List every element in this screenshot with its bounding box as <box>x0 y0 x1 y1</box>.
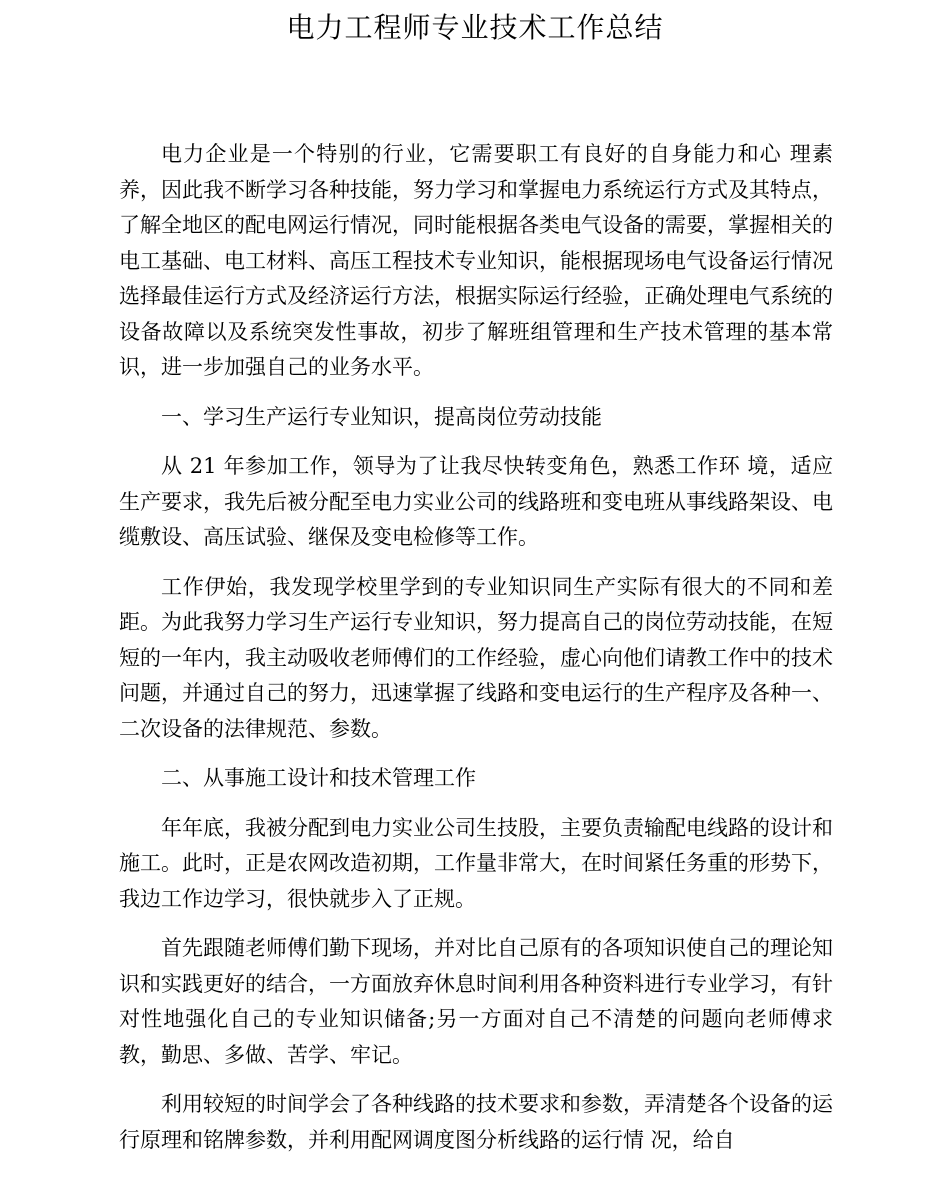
body-paragraph: 利用较短的时间学会了各种线路的技术要求和参数，弄清楚各个设备的运行原理和铭牌参数，并利用配网调度图分析线路的运行情 况，给自 <box>119 1092 833 1152</box>
section-heading-1: 一、学习生产运行专业知识，提高岗位劳动技能 <box>161 404 602 429</box>
body-paragraph: 工作伊始，我发现学校里学到的专业知识同生产实际有很大的不同和差距。为此我努力学习生产运行专业知识，努力提高自己的岗位劳动技能，在短短的一年内，我主动吸收老师傅们的工作经验，虚心向他们请教工作中的技术问题，并通过自己的努力，迅速掌握了线路和变电运行的生产程序及各种一、二次设备的法律规范、参数。 <box>119 574 833 741</box>
document-title: 电力工程师专业技术工作总结 <box>286 11 664 44</box>
document-body <box>119 137 833 1172</box>
body-paragraph: 首先跟随老师傅们勤下现场，并对比自己原有的各项知识使自己的理论知识和实践更好的结合，一方面放弃休息时间利用各种资料进行专业学习，有针对性地强化自己的专业知识储备;另一方面对自己不清楚的问题向老师傅求教，勤思、多做、苦学、牢记。 <box>119 936 833 1067</box>
section-heading-2: 二、从事施工设计和技术管理工作 <box>161 766 476 790</box>
body-paragraph: 从 21 年参加工作，领导为了让我尽快转变角色，熟悉工作环 境，适应生产要求，我先后被分配至电力实业公司的线路班和变电班从事线路架设、电缆敷设、高压试验、继保及变电检修等工作。 <box>119 454 833 549</box>
body-paragraph: 年年底，我被分配到电力实业公司生技股，主要负责输配电线路的设计和施工。此时，正是农网改造初期，工作量非常大，在时间紧任务重的形势下，我边工作边学习，很快就步入了正规。 <box>119 815 833 911</box>
intro-paragraph: 电力企业是一个特别的行业，它需要职工有良好的自身能力和心 理素养，因此我不断学习各种技能，努力学习和掌握电力系统运行方式及其特点，了解全地区的配电网运行情况，同时能根据各类电气设备的需要，掌握相关的电工基础、电工材料、高压工程技术专业知识，能根据现场电气设备运行情况选择最佳运行方式及经济运行方法，根据实际运行经验，正确处理电气系统的设备故障以及系统突发性事故，初步了解班组管理和生产技术管理的基本常识，进一步加强自己的业务水平。 <box>119 142 833 379</box>
